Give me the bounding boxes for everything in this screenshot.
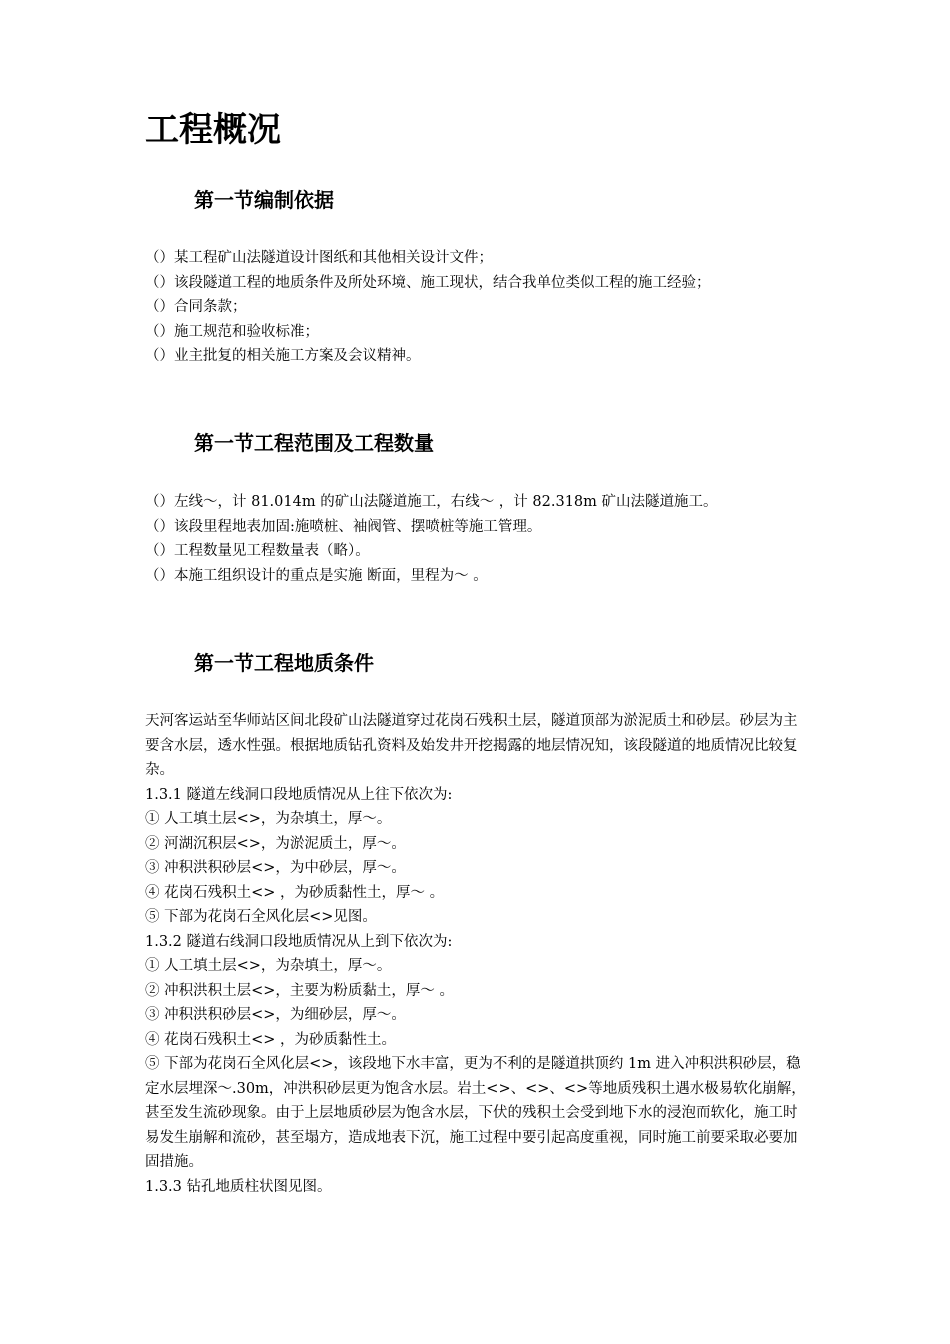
chapter-title: 工程概况 xyxy=(145,110,281,150)
paragraph: ④ 花岗石残积土<> ，为砂质黏性土，厚～ 。 xyxy=(145,884,445,901)
paragraph: ① 人工填土层<>，为杂填土，厚～。 xyxy=(145,958,392,974)
paragraph: 天河客运站至华师站区间北段矿山法隧道穿过花岗石残积土层，隧道顶部为淤泥质土和砂层。砂层为主要含水层，透水性强。根据地质钻孔资料及始发井开挖揭露的地层情况知，该段隧道的地质情况比较复杂。 xyxy=(145,713,798,778)
list-item: （）业主批复的相关施工方案及会议精神。 xyxy=(145,348,421,364)
list-item: （）施工规范和验收标准； xyxy=(145,323,319,340)
list-item: （）本施工组织设计的重点是实施 断面，里程为～ 。 xyxy=(145,567,488,584)
paragraph: ⑤ 下部为花岗石全风化层<>，该段地下水丰富，更为不利的是隧道拱顶约 1m 进入冲积洪积砂层，稳定水层埋深～.30m，冲洪积砂层更为饱含水层。岩土<>、<>、<>等地质残积土遇水极易软化崩解，甚至发生流砂现象。由于上层地质砂层为饱含水层，下伏的残积土会受到地下水的浸泡而软化，施工时易发生崩解和流砂，甚至塌方，造成地表下沉，施工过程中要引起高度重视，同时施工前要采取必要加固措施。 xyxy=(145,1056,806,1170)
paragraph: 1.3.3 钻孔地质柱状图见图。 xyxy=(145,1178,332,1195)
list-item: （）工程数量见工程数量表（略）。 xyxy=(145,543,370,559)
paragraph: ⑤ 下部为花岗石全风化层<>见图。 xyxy=(145,909,377,925)
scope-list xyxy=(145,490,718,588)
list-item: （）左线～，计 81.014m 的矿山法隧道施工，右线～ ，计 82.318m 矿山法隧道施工。 xyxy=(145,494,718,510)
paragraph: ④ 花岗石残积土<> ，为砂质黏性土。 xyxy=(145,1031,397,1048)
basis-list xyxy=(145,246,711,369)
paragraph: 1.3.2 隧道右线洞口段地质情况从上到下依次为: xyxy=(145,933,453,950)
section-title-scope: 第一节工程范围及工程数量 xyxy=(194,431,434,455)
section-title-geology: 第一节工程地质条件 xyxy=(194,651,374,675)
section-title-basis: 第一节编制依据 xyxy=(194,188,334,212)
list-item: （）某工程矿山法隧道设计图纸和其他相关设计文件； xyxy=(145,250,493,266)
paragraph: ③ 冲积洪积砂层<>，为细砂层，厚～。 xyxy=(145,1007,406,1023)
paragraph: ② 河湖沉积层<>，为淤泥质土，厚～。 xyxy=(145,835,406,852)
list-item: （）该段里程地表加固:施喷桩、袖阀管、摆喷桩等施工管理。 xyxy=(145,518,542,535)
paragraph: ① 人工填土层<>，为杂填土，厚～。 xyxy=(145,811,392,827)
list-item: （）合同条款； xyxy=(145,299,247,315)
paragraph: ③ 冲积洪积砂层<>，为中砂层，厚～。 xyxy=(145,860,406,876)
paragraph: 1.3.1 隧道左线洞口段地质情况从上往下依次为: xyxy=(145,786,453,803)
geology-body xyxy=(145,709,810,1199)
paragraph: ② 冲积洪积土层<>，主要为粉质黏土，厚～ 。 xyxy=(145,982,455,999)
list-item: （）该段隧道工程的地质条件及所处环境、施工现状，结合我单位类似工程的施工经验； xyxy=(145,274,711,291)
